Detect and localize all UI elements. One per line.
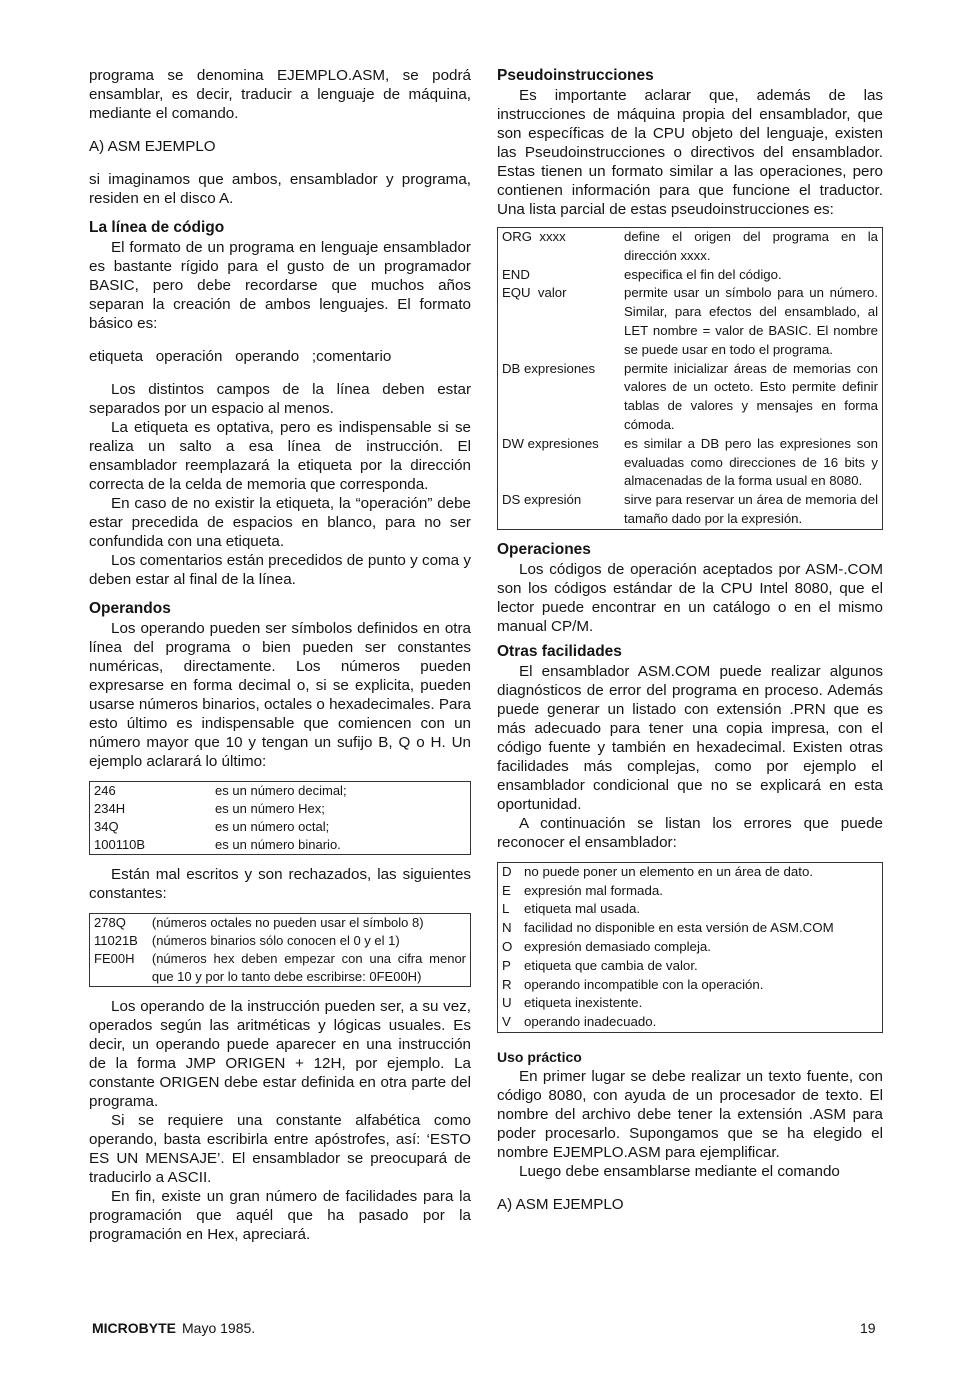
bad-constants-table	[89, 913, 471, 987]
table-row: EQU valor permite usar un símbolo para un número. Similar, para efectos del ensamblado, al LET nombre = valor de BASIC. El nombre se puede usar en todo el programa.	[502, 285, 878, 357]
left-column	[89, 66, 471, 1244]
table-row: 246 es un número decimal;	[94, 783, 347, 798]
fin-paragraph: En fin, existe un gran número de facilidades para la programación que aquél que ha pasado por la programación en Hex, apreciará.	[89, 1188, 471, 1243]
table-row: END especifica el fin del código.	[502, 266, 782, 282]
caso-paragraph: En caso de no existir la etiqueta, la “operación” debe estar precedida de espacios en blanco, para no ser confundida con una etiqueta.	[89, 495, 471, 550]
linea-paragraph: El formato de un programa en lenguaje ensamblador es bastante rígido para el gusto de un programador BASIC, pero debe recordarse que muchos años separan la creación de ambos lenguajes. El formato básico es:	[89, 239, 471, 332]
table-row: 34Q es un número octal;	[94, 819, 330, 834]
errors-table	[497, 862, 883, 1033]
table-row: U etiqueta inexistente.	[502, 995, 643, 1011]
heading-uso-practico: Uso práctico	[497, 1048, 582, 1065]
table-row: FE00H (números hex deben empezar con una cifra menor que 10 y por lo tanto debe escribirse: 0FE00H)	[94, 951, 466, 984]
pseudo-table	[497, 227, 883, 530]
table-row: O expresión demasiado compleja.	[502, 938, 712, 954]
pseudo-paragraph: Es importante aclarar que, además de las instrucciones de máquina propia del ensamblador, que son específicas de la CPU objeto del lenguaje, existen las Pseudoinstrucciones o directivos del ensamblador. Estas tienen un formato similar a las operaciones, pero contienen información para que funcione el traductor. Una lista parcial de estas pseudoinstrucciones es:	[497, 87, 883, 218]
table-row: 100110B es un número binario.	[94, 837, 341, 852]
table-row: L etiqueta mal usada.	[502, 901, 641, 917]
comentarios-paragraph: Los comentarios están precedidos de punto y coma y deben estar al final de la línea.	[89, 552, 471, 588]
table-row: DW expresiones es similar a DB pero las expresiones son evaluadas como direcciones de 16 bits y almacenadas de la forma usual en 8080.	[502, 435, 878, 489]
luego-paragraph: Luego debe ensamblarse mediante el comando	[519, 1162, 840, 1180]
page-number: 19	[860, 1320, 876, 1336]
operado-paragraph: Los operando de la instrucción pueden ser, a su vez, operados según las aritméticas y lógicas usuales. Es decir, un operando puede aparecer en una instrucción de la forma JMP ORIGEN + 12H, por ejemplo. La constante ORIGEN debe estar definida en otra parte del programa.	[89, 998, 471, 1110]
table-row: DB expresiones permite inicializar áreas de memorias con valores de un octeto. Esto permite definir tablas de valores y mensajes en forma cómoda.	[502, 360, 878, 432]
mal-paragraph: Están mal escritos y son rechazados, las siguientes constantes:	[89, 866, 471, 902]
operandos-paragraph: Los operando pueden ser símbolos definidos en otra línea del programa o bien pueden ser constantes numéricas, directamente. Los números pueden expresarse en forma decimal o, si se explicita, pueden usarse números binarios, octales o hexadecimales. Para esto último es indispensable que comiencen con un número mayor que 10 y tengan un sufijo B, Q o H. Un ejemplo aclarará lo último:	[89, 620, 471, 770]
magazine-name: MICROBYTE	[92, 1320, 176, 1336]
disk-paragraph: si imaginamos que ambos, ensamblador y programa, residen en el disco A.	[89, 171, 471, 207]
table-row: V operando inadecuado.	[502, 1014, 657, 1030]
table-row: 234H es un número Hex;	[94, 801, 325, 816]
table-row: ORG xxxx define el origen del programa en la dirección xxxx.	[502, 229, 878, 263]
command-line: A) ASM EJEMPLO	[497, 1195, 624, 1213]
alfa-paragraph: Si se requiere una constante alfabética como operando, basta escribirla entre apóstrofes, así: ‘ESTO ES UN MENSAJE’. El ensamblador se preocupará de traducirlo a ASCII.	[89, 1112, 471, 1186]
format-line: etiqueta operación operando ;comentario	[89, 348, 392, 365]
table-row: E expresión mal formada.	[502, 882, 663, 898]
intro-paragraph: programa se denomina EJEMPLO.ASM, se podrá ensamblar, es decir, traducir a lenguaje de máquina, mediante el comando.	[89, 67, 471, 122]
numbers-table	[89, 781, 471, 855]
table-row: 278Q (números octales no pueden usar el símbolo 8)	[94, 915, 424, 930]
operaciones-paragraph: Los códigos de operación aceptados por ASM-.COM son los códigos estándar de la CPU Intel 8080, que el lector puede encontrar en un catálogo o en el mismo manual CP/M.	[497, 560, 883, 635]
table-row: N facilidad no disponible en esta versión de ASM.COM	[502, 920, 834, 936]
table-row: P etiqueta que cambia de valor.	[502, 957, 698, 973]
campos-paragraph: Los distintos campos de la línea deben estar separados por un espacio al menos.	[89, 381, 471, 417]
heading-otras-facilidades: Otras facilidades	[497, 642, 622, 660]
heading-operandos: Operandos	[89, 600, 171, 617]
right-column	[497, 66, 883, 1214]
heading-linea-codigo: La línea de código	[89, 219, 225, 236]
table-row: 11021B (números binarios sólo conocen el 0 y el 1)	[94, 933, 400, 948]
command-line: A) ASM EJEMPLO	[89, 138, 216, 155]
etiqueta-paragraph: La etiqueta es optativa, pero es indispensable si se realiza un salto a esa línea de instrucción. El ensamblador reemplazará la etiqueta por la dirección correcta de la celda de memoria que corresponda.	[89, 419, 471, 493]
otras-paragraph: El ensamblador ASM.COM puede realizar algunos diagnósticos de error del programa en proceso. Además puede generar un listado con extensión .PRN que es más adecuado para tener una copia impresa, con el código fuente y también en hexadecimal. Existen otras facilidades más complejas, como por ejemplo el ensamblador condicional que no se explicará en esta oportunidad.	[497, 662, 883, 813]
heading-operaciones: Operaciones	[497, 540, 591, 558]
errores-paragraph: A continuación se listan los errores que puede reconocer el ensamblador:	[497, 814, 883, 851]
issue-date: Mayo 1985.	[182, 1320, 256, 1336]
uso-paragraph: En primer lugar se debe realizar un texto fuente, con código 8080, con ayuda de un procesador de texto. El nombre del archivo debe tener la extensión .ASM para poder procesarlo. Supongamos que se ha elegido el nombre EJEMPLO.ASM para ejemplificar.	[497, 1067, 883, 1161]
table-row: D no puede poner un elemento en un área de dato.	[502, 863, 814, 879]
page-footer	[92, 1320, 255, 1336]
table-row: R operando incompatible con la operación.	[502, 976, 764, 992]
heading-pseudoinstrucciones: Pseudoinstrucciones	[497, 67, 654, 84]
table-row: DS expresión sirve para reservar un área de memoria del tamaño dado por la expresión.	[502, 492, 878, 526]
